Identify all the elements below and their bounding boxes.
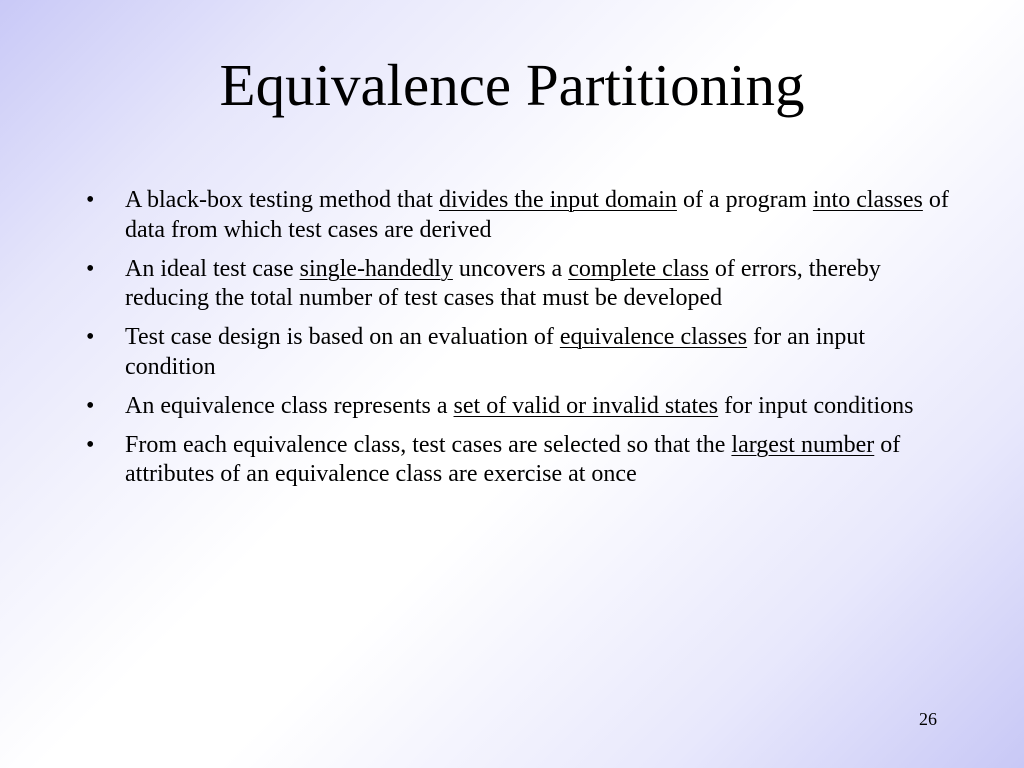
bullet-text: of a program <box>676 187 813 213</box>
underlined-phrase: complete class <box>568 255 709 282</box>
bullet-text: for an input condition <box>125 324 866 380</box>
bullet-text: of errors, thereby reducing the total number of test cases that must be developed <box>125 255 881 311</box>
bullet-dot-icon: • <box>86 187 95 213</box>
bullet-item <box>80 186 950 245</box>
underlined-phrase: set of valid or invalid states <box>453 392 719 419</box>
underlined-phrase: into classes <box>812 187 923 213</box>
page-number: 26 <box>919 709 937 729</box>
underlined-phrase: single-handedly <box>299 255 453 282</box>
bullet-text: From each equivalence class, test cases are selected so that the <box>125 431 732 458</box>
bullet-list <box>80 186 950 499</box>
bullet-text: Test case design is based on an evaluation of <box>125 324 560 350</box>
bullet-text: uncovers a <box>452 255 569 282</box>
bullet-item <box>80 392 950 422</box>
bullet-text: for input conditions <box>718 392 914 419</box>
bullet-dot-icon: • <box>86 324 95 350</box>
bullet-dot-icon: • <box>86 392 95 419</box>
bullet-text: A black-box testing method that <box>125 187 439 213</box>
bullet-item <box>80 431 950 490</box>
slide-title: Equivalence Partitioning <box>219 52 805 118</box>
underlined-phrase: equivalence classes <box>559 324 748 350</box>
bullet-item <box>80 323 950 382</box>
bullet-text: An equivalence class represents a <box>125 392 454 419</box>
bullet-dot-icon: • <box>86 255 95 282</box>
bullet-text: An ideal test case <box>125 255 300 282</box>
bullet-text: of data from which test cases are derived <box>125 187 949 243</box>
bullet-text: of attributes of an equivalence class are exercise at once <box>125 431 901 487</box>
bullet-item <box>80 255 950 314</box>
underlined-phrase: largest number <box>731 431 875 458</box>
underlined-phrase: divides the input domain <box>438 187 677 213</box>
bullet-dot-icon: • <box>86 431 95 458</box>
